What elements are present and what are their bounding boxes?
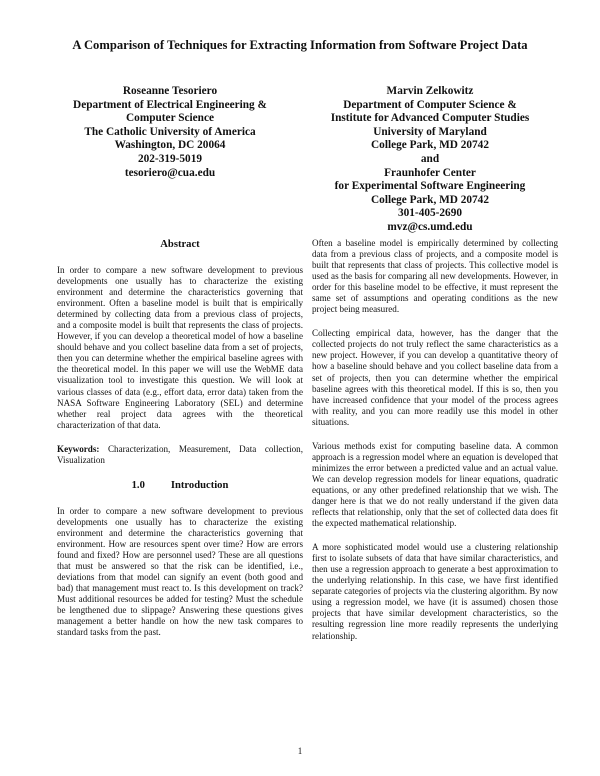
- author-phone: 202-319-5019: [137, 152, 202, 165]
- abstract-text: In order to compare a new software development to previous developments one usually has to characterize the existing environment and determine the characteristics governing that environment. Often a baseline model is built that is empirically determined by collecting data from a previous class of projects, and a composite model is built that represents the class of projects. However, if you can develop a theoretical model of how a baseline should behave and you collect baseline data from a set of projects, then you can determine whether the empirical baseline agrees with the theoretical model. In this paper we will use the WebME data visualization tool to investigate this question. We will look at various classes of data (e.g., effort data, error data) taken from the NASA Software Engineering Laboratory (SEL) and determine whether real project data agrees with the theoretical characterization of that data.: [57, 265, 303, 430]
- keywords-label: Keywords:: [57, 443, 100, 454]
- body-paragraph: Often a baseline model is empirically determined by collecting data from a previous class of projects, and a composite model is built that represents that class of projects. This collective model is used as the basis for comparing all new developments. However, in order for this baseline model to be effective, it must represent the same set of assumptions and operating conditions as the new project being measured.: [312, 238, 558, 315]
- author-name: Marvin Zelkowitz: [386, 85, 474, 97]
- author-address-line: Washington, DC 20064: [114, 139, 226, 152]
- keywords: [57, 444, 303, 466]
- author-affiliation-line: Fraunhofer Center: [384, 166, 476, 179]
- author-email: mvz@cs.umd.edu: [387, 220, 473, 233]
- author-address-line: College Park, MD 20742: [371, 139, 489, 152]
- right-column: [312, 238, 558, 655]
- author-affiliation-line: Department of Computer Science &: [343, 98, 517, 111]
- author-affiliation-line: Institute for Advanced Computer Studies: [330, 112, 530, 125]
- keywords-text: Characterization, Measurement, Data collection, Visualization: [57, 443, 303, 465]
- abstract-heading: Abstract: [160, 239, 200, 250]
- introduction-text: In order to compare a new software development to previous developments one usually has to characterize the existing environment and determine the characteristics governing that environment. How are resources spent over time? How are errors found and fixed? How are personnel used? These are all questions that must be answered so that the risk can be identified, i.e., deviations from that model can signify an event (both good and bad) that management must react to. Is this development on track? Must additional resources be added for testing? Must the schedule be lengthened due to slippage? Answering these questions gives management a better handle on how the new task compares to standard tasks from the past.: [57, 505, 303, 638]
- page-number: 1: [297, 746, 303, 756]
- author-affiliation-line: for Experimental Software Engineering: [334, 180, 526, 193]
- body-paragraph: Collecting empirical data, however, has the danger that the collected projects do not truly reflect the same characteristics as a new project. However, if you can develop a quantitative theory of how a baseline should behave and you collect baseline data from a set of projects, then you can determine whether the empirical baseline agrees with this theoretical model. If this is so, then you have increased confidence that your model of the process agrees with reality, and you can more readily use this model in other situations.: [312, 328, 558, 427]
- paper-title: A Comparison of Techniques for Extracting Information from Software Project Data: [72, 38, 528, 52]
- author-affiliation-line: Computer Science: [126, 112, 214, 125]
- body-paragraph: A more sophisticated model would use a clustering relationship first to isolate subsets of data that have similar characteristics, and then use a regression approach to generate a best approximation to the underlying relationship. In this case, we have first identified separate categories of projects via the clustering algorithm. By now using a regression model, we have (it is assumed) chosen those projects that have similar development characteristics, so the resulting regression line more readily represents the underlying relationship.: [312, 542, 558, 641]
- body-paragraph: Various methods exist for computing baseline data. A common approach is a regression model where an equation is developed that minimizes the error between a predicted value and an actual value. We can develop regression models for linear equations, quadratic equations, or any other predefined relationship that we wish. The danger here is that we do not really understand if the given data reflects that relationship, only that the set of collected data does fit the expected mathematical relationship.: [312, 440, 558, 529]
- author-affiliation-line: Department of Electrical Engineering &: [73, 98, 267, 111]
- author-name: Roseanne Tesoriero: [122, 85, 218, 97]
- author-affiliation-line: The Catholic University of America: [84, 125, 256, 138]
- author-affiliation-line: University of Maryland: [373, 125, 487, 138]
- author-email: tesoriero@cua.edu: [124, 166, 216, 179]
- author-block-zelkowitz: [295, 85, 565, 235]
- author-conjunction: and: [420, 152, 440, 165]
- section-title: Introduction: [170, 479, 229, 491]
- left-column: [57, 238, 303, 651]
- author-address-line: College Park, MD 20742: [371, 193, 489, 206]
- section-number: 1.0: [131, 479, 145, 491]
- author-block-tesoriero: [40, 85, 300, 180]
- introduction-heading: [57, 479, 303, 492]
- author-phone: 301-405-2690: [397, 207, 462, 220]
